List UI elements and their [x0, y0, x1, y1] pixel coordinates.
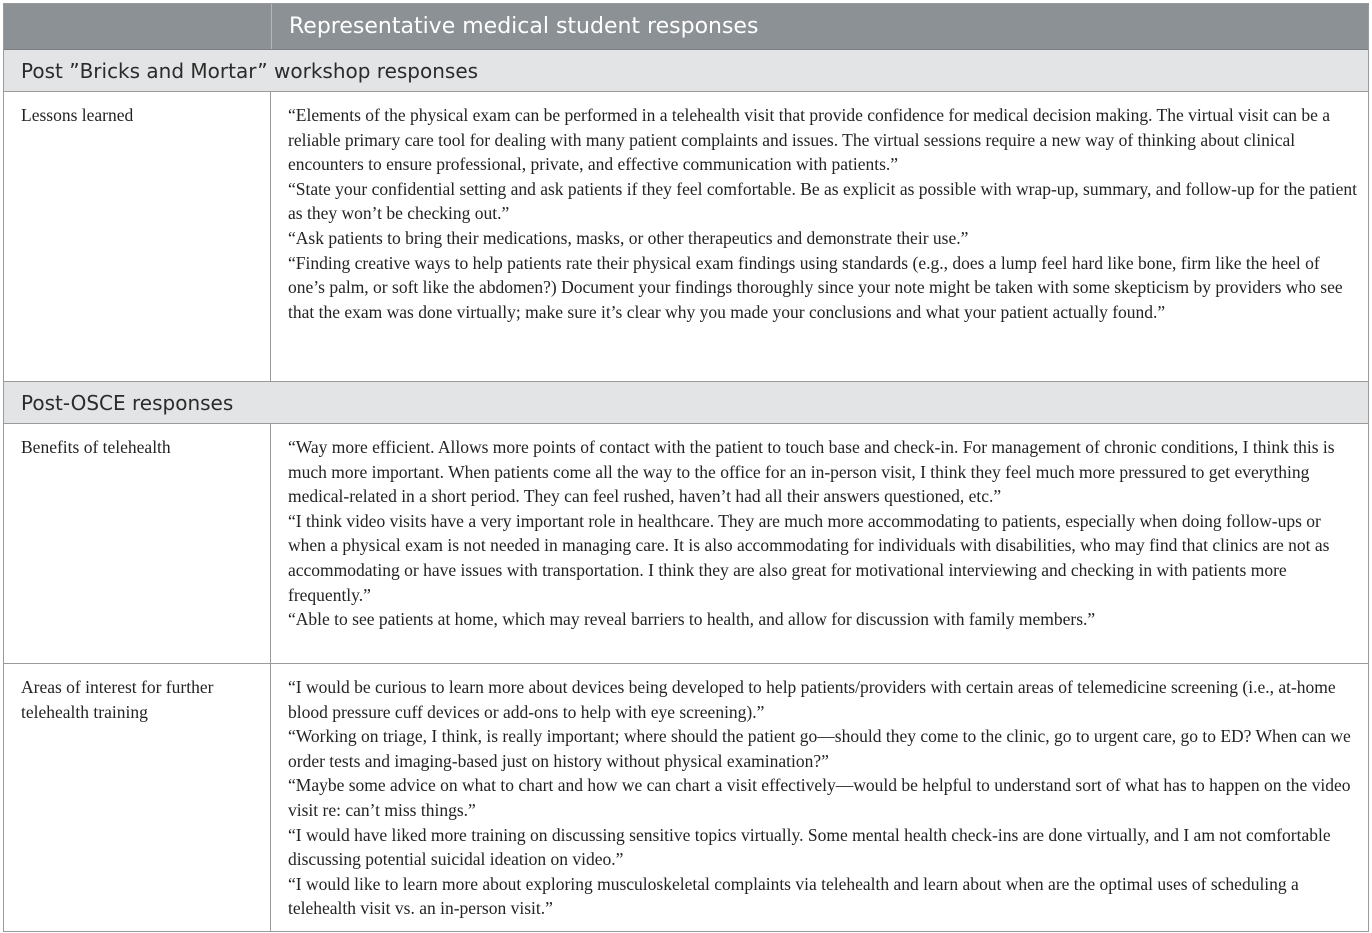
quote: “State your confidential setting and ask patients if they feel comfortable. Be as explicit as possible with wrap-up, summary, and follow-up for the patient as they won’t be checking out.” [288, 178, 1357, 224]
row-quotes [271, 424, 1368, 663]
header-title: Representative medical student responses [289, 14, 759, 39]
quote: “Way more efficient. Allows more points of contact with the patient to touch base and check-in. For management of chronic conditions, I think this is much more important. When patients come all the way to the office for an in-person visit, I think they feel much more pressured to get everything medical-related in a short period. They can feel rushed, haven’t had all their answers questioned, etc.” [288, 437, 1335, 507]
header-empty-cell [4, 4, 272, 49]
quote: “Maybe some advice on what to chart and how we can chart a visit effectively—would be helpful to understand sort of what has to happen on the video visit re: can’t miss things.” [288, 775, 1351, 820]
row-label: Lessons learned [4, 92, 271, 381]
quote: “Ask patients to bring their medications, masks, or other therapeutics and demonstrate their use.” [288, 227, 969, 248]
quote: “I would be curious to learn more about devices being developed to help patients/providers with certain areas of telemedicine screening (i.e., at-home blood pressure cuff devices or add-ons to help with eye screening).” [288, 677, 1336, 722]
quote: “I would like to learn more about exploring musculoskeletal complaints via telehealth and learn about when are the optimal uses of scheduling a telehealth visit vs. an in-person visit.” [288, 873, 1299, 919]
section-heading-osce: Post-OSCE responses [4, 382, 1368, 424]
row-quotes [271, 92, 1368, 381]
quote: “I would have liked more training on discussing sensitive topics virtually. Some mental health check-ins are done virtually, and I am not comfortable discussing potential suicidal ideation on video.” [288, 824, 1331, 870]
row-label: Areas of interest for further telehealth training [4, 664, 271, 931]
quote: “Able to see patients at home, which may reveal barriers to health, and allow for discussion with family members.” [288, 609, 1096, 630]
row-label: Benefits of telehealth [4, 424, 271, 663]
quote: “Elements of the physical exam can be performed in a telehealth visit that provide confidence for medical decision making. The virtual visit can be a reliable primary care tool for dealing with many patient complaints and issues. The virtual sessions require a new way of thinking about clinical encounters to ensure professional, private, and effective communication with patients.” [288, 105, 1331, 175]
quote: “Finding creative ways to help patients rate their physical exam findings using standards (e.g., does a lump feel hard like bone, firm like the heel of one’s palm, or soft like the abdomen?) Document your findings thoroughly since your note might be taken with some skepticism by providers who see that the exam was done virtually; make sure it’s clear why you made your conclusions and what your patient actually found.” [288, 252, 1343, 322]
table-row-areas-of-interest [4, 664, 1368, 931]
quote: “I think video visits have a very important role in healthcare. They are much more accommodating to patients, especially when doing follow-ups or when a physical exam is not needed in managing care. It is also accommodating for individuals with disabilities, who may find that clinics are not as accommodating or have issues with transportation. I think they are also great for motivational interviewing and checking in with patients more frequently.” [288, 510, 1330, 605]
quote: “Working on triage, I think, is really important; where should the patient go—should they come to the clinic, go to urgent care, go to ED? When can we order tests and imaging-based just on history without physical examination?” [288, 726, 1351, 771]
row-quotes [271, 664, 1368, 931]
table-row-lessons-learned [4, 92, 1368, 382]
section-heading-workshop: Post ”Bricks and Mortar” workshop responses [4, 50, 1368, 92]
table-header [4, 4, 1368, 50]
table-row-benefits [4, 424, 1368, 664]
responses-table [3, 3, 1369, 932]
